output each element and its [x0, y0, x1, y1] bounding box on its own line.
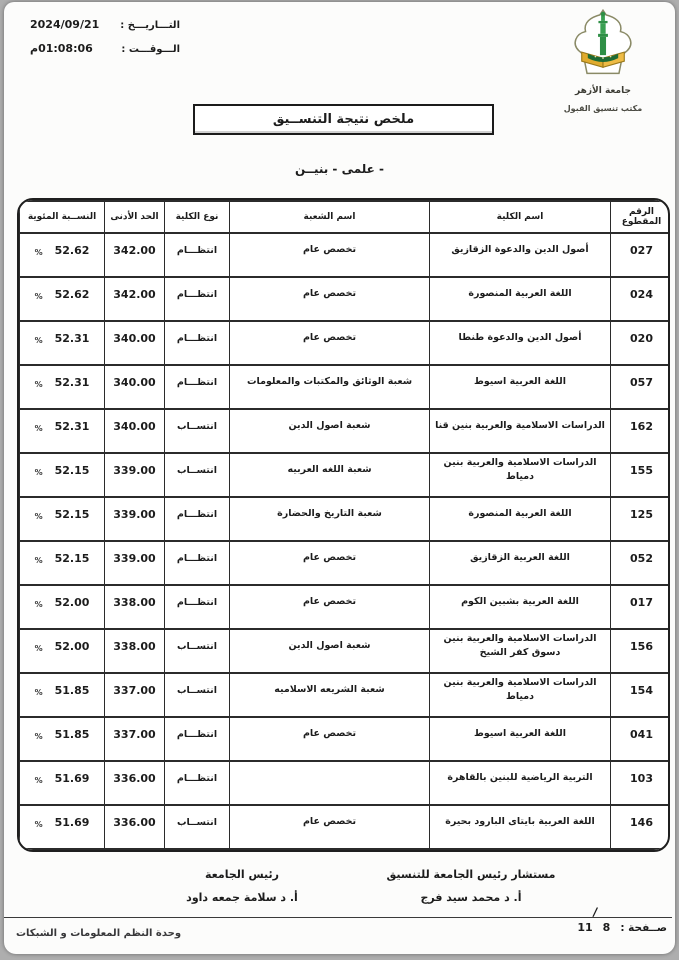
cell-college-name: اللغة العربية الزقازيق — [430, 541, 611, 585]
table-row — [20, 409, 671, 453]
percent-sign: % — [34, 379, 43, 389]
advisor-title: مستشار رئيس الجامعة للتنسيق — [386, 868, 556, 881]
cell-college-name: اللغة العربية اسيوط — [430, 717, 611, 761]
cell-college-code: 156 — [611, 629, 671, 673]
cell-percentage — [20, 453, 105, 497]
header-code: الرقم المقطوع — [611, 201, 671, 233]
percent-sign: % — [34, 687, 43, 697]
percentage-value: 52.15 — [54, 463, 90, 477]
percent-sign: % — [34, 819, 43, 829]
cell-college-code: 162 — [611, 409, 671, 453]
cell-college-name: اللغة العربية بشبين الكوم — [430, 585, 611, 629]
report-title: ملخص نتيجة التنســيق — [272, 112, 415, 127]
table-row — [20, 497, 671, 541]
page-label: صــفحة : — [620, 922, 667, 934]
header-college-type: نوع الكلية — [165, 201, 230, 233]
percent-sign: % — [34, 775, 43, 785]
cell-division-name: تخصص عام — [230, 277, 430, 321]
percentage-value: 51.85 — [54, 683, 90, 697]
date-row — [30, 18, 180, 31]
cell-college-code: 052 — [611, 541, 671, 585]
cell-percentage — [20, 277, 105, 321]
al-azhar-logo-icon — [565, 8, 641, 84]
percentage-value: 51.85 — [54, 727, 90, 741]
president-signature-block — [142, 868, 342, 904]
table-row — [20, 277, 671, 321]
cell-college-name: اللغة العربية اسيوط — [430, 365, 611, 409]
table-header-row — [20, 201, 671, 233]
table-row — [20, 761, 671, 805]
cell-percentage — [20, 761, 105, 805]
cell-min-score: 340.00 — [105, 321, 165, 365]
cell-percentage — [20, 321, 105, 365]
results-table — [17, 198, 670, 852]
cell-enrollment-type: انتســاب — [165, 673, 230, 717]
header-min-score: الحد الأدنى — [105, 201, 165, 233]
cell-college-name: أصول الدين والدعوة الزقازيق — [430, 233, 611, 277]
percent-sign: % — [34, 291, 43, 301]
cell-min-score: 342.00 — [105, 233, 165, 277]
cell-division-name: تخصص عام — [230, 805, 430, 849]
cell-college-code: 041 — [611, 717, 671, 761]
cell-college-name: اللغة العربية المنصورة — [430, 497, 611, 541]
cell-division-name: تخصص عام — [230, 585, 430, 629]
footer-divider — [4, 917, 672, 918]
cell-college-code: 103 — [611, 761, 671, 805]
table-row — [20, 233, 671, 277]
cell-college-name: الدراسات الاسلامية والعربية بنين دسوق كفر الشيخ — [430, 629, 611, 673]
cell-percentage — [20, 585, 105, 629]
cell-enrollment-type: انتظـــام — [165, 717, 230, 761]
cell-min-score: 337.00 — [105, 673, 165, 717]
percent-sign: % — [34, 555, 43, 565]
university-brand — [545, 8, 661, 113]
cell-college-code: 020 — [611, 321, 671, 365]
admission-office-name: مكتب تنسيق القبول — [563, 104, 643, 113]
percent-sign: % — [34, 643, 43, 653]
cell-enrollment-type: انتظـــام — [165, 585, 230, 629]
advisor-name: أ. د محمد سيد فرج — [420, 891, 522, 904]
date-value: 2024/09/21 — [30, 18, 100, 31]
cell-min-score: 337.00 — [105, 717, 165, 761]
cell-percentage — [20, 541, 105, 585]
cell-percentage — [20, 233, 105, 277]
cell-min-score: 336.00 — [105, 805, 165, 849]
cell-college-name: اللغة العربية بايتاى البارود بحيرة — [430, 805, 611, 849]
cell-division-name: تخصص عام — [230, 541, 430, 585]
cell-percentage — [20, 497, 105, 541]
cell-college-code: 125 — [611, 497, 671, 541]
page-total: 11 — [577, 921, 593, 934]
document-header-datetime — [30, 18, 180, 66]
cell-min-score: 340.00 — [105, 365, 165, 409]
percentage-value: 52.15 — [54, 507, 90, 521]
cell-division-name: تخصص عام — [230, 233, 430, 277]
cell-enrollment-type: انتســاب — [165, 453, 230, 497]
cell-college-name: الدراسات الاسلامية والعربية بنين دمياط — [430, 673, 611, 717]
table-row — [20, 805, 671, 849]
cell-min-score: 339.00 — [105, 541, 165, 585]
cell-min-score: 340.00 — [105, 409, 165, 453]
percent-sign: % — [34, 467, 43, 477]
header-college-name: اسم الكلية — [430, 201, 611, 233]
table-row — [20, 453, 671, 497]
cell-enrollment-type: انتظـــام — [165, 233, 230, 277]
report-title-box — [193, 104, 494, 135]
time-value: 01:08:06م — [30, 42, 93, 55]
cell-division-name: شعبة التاريخ والحضارة — [230, 497, 430, 541]
cell-division-name: شعبة الوثائق والمكتبات والمعلومات — [230, 365, 430, 409]
cell-min-score: 338.00 — [105, 585, 165, 629]
cell-division-name: شعبة الشريعه الاسلاميه — [230, 673, 430, 717]
table-row — [20, 673, 671, 717]
percentage-value: 51.69 — [54, 771, 90, 785]
cell-percentage — [20, 629, 105, 673]
president-name: أ. د سلامة جمعه داود — [186, 891, 298, 904]
cell-division-name: تخصص عام — [230, 321, 430, 365]
page-number — [577, 904, 667, 934]
cell-enrollment-type: انتســاب — [165, 629, 230, 673]
cell-enrollment-type: انتظـــام — [165, 541, 230, 585]
table-row — [20, 585, 671, 629]
cell-percentage — [20, 805, 105, 849]
time-label: الـــوقـــت : — [121, 44, 180, 55]
report-subtitle: - علمى - بنيــن — [294, 162, 385, 176]
cell-enrollment-type: انتظـــام — [165, 497, 230, 541]
percentage-value: 52.31 — [54, 331, 90, 345]
cell-college-code: 024 — [611, 277, 671, 321]
cell-percentage — [20, 409, 105, 453]
table-row — [20, 717, 671, 761]
cell-enrollment-type: انتظـــام — [165, 321, 230, 365]
percentage-value: 52.31 — [54, 375, 90, 389]
document-page — [4, 2, 675, 954]
cell-division-name — [230, 761, 430, 805]
cell-college-code: 155 — [611, 453, 671, 497]
cell-min-score: 339.00 — [105, 453, 165, 497]
percentage-value: 52.00 — [54, 595, 90, 609]
cell-min-score: 338.00 — [105, 629, 165, 673]
table-row — [20, 541, 671, 585]
cell-college-name: الدراسات الاسلامية والعربية بنين دمياط — [430, 453, 611, 497]
president-title: رئيس الجامعة — [205, 868, 279, 881]
cell-college-name: التربية الرياضية للبنين بالقاهرة — [430, 761, 611, 805]
percent-sign: % — [34, 731, 43, 741]
percentage-value: 52.62 — [54, 287, 90, 301]
percent-sign: % — [34, 423, 43, 433]
cell-college-name: اللغة العربية المنصورة — [430, 277, 611, 321]
cell-enrollment-type: انتظـــام — [165, 277, 230, 321]
cell-min-score: 336.00 — [105, 761, 165, 805]
cell-min-score: 339.00 — [105, 497, 165, 541]
university-name: جامعة الأزهر — [575, 86, 631, 96]
cell-division-name: شعبة اللغه العربيه — [230, 453, 430, 497]
page-separator: / — [592, 904, 599, 920]
percent-sign: % — [34, 511, 43, 521]
cell-percentage — [20, 365, 105, 409]
cell-enrollment-type: انتســاب — [165, 805, 230, 849]
cell-enrollment-type: انتســاب — [165, 409, 230, 453]
cell-division-name: تخصص عام — [230, 717, 430, 761]
cell-college-name: أصول الدين والدعوة طنطا — [430, 321, 611, 365]
table-row — [20, 321, 671, 365]
cell-college-code: 027 — [611, 233, 671, 277]
cell-enrollment-type: انتظـــام — [165, 365, 230, 409]
header-division-name: اسم الشعبة — [230, 201, 430, 233]
percent-sign: % — [34, 599, 43, 609]
page-current: 8 — [602, 921, 611, 934]
cell-college-code: 146 — [611, 805, 671, 849]
percentage-value: 52.00 — [54, 639, 90, 653]
cell-college-code: 154 — [611, 673, 671, 717]
cell-college-name: الدراسات الاسلامية والعربية بنين قنا — [430, 409, 611, 453]
cell-enrollment-type: انتظـــام — [165, 761, 230, 805]
date-label: التـــاريـــخ : — [120, 20, 180, 31]
percent-sign: % — [34, 335, 43, 345]
time-row — [30, 42, 180, 55]
cell-college-code: 057 — [611, 365, 671, 409]
percentage-value: 52.15 — [54, 551, 90, 565]
cell-min-score: 342.00 — [105, 277, 165, 321]
it-unit-label: وحدة النظم المعلومات و الشبكات — [16, 928, 182, 939]
cell-percentage — [20, 717, 105, 761]
table-row — [20, 629, 671, 673]
cell-division-name: شعبة اصول الدين — [230, 629, 430, 673]
percent-sign: % — [34, 247, 43, 257]
cell-division-name: شعبة اصول الدين — [230, 409, 430, 453]
percentage-value: 51.69 — [54, 815, 90, 829]
percentage-value: 52.31 — [54, 419, 90, 433]
header-percentage: النســبة المئوية — [20, 201, 105, 233]
percentage-value: 52.62 — [54, 243, 90, 257]
advisor-signature-block — [371, 868, 571, 904]
cell-college-code: 017 — [611, 585, 671, 629]
table-row — [20, 365, 671, 409]
cell-percentage — [20, 673, 105, 717]
